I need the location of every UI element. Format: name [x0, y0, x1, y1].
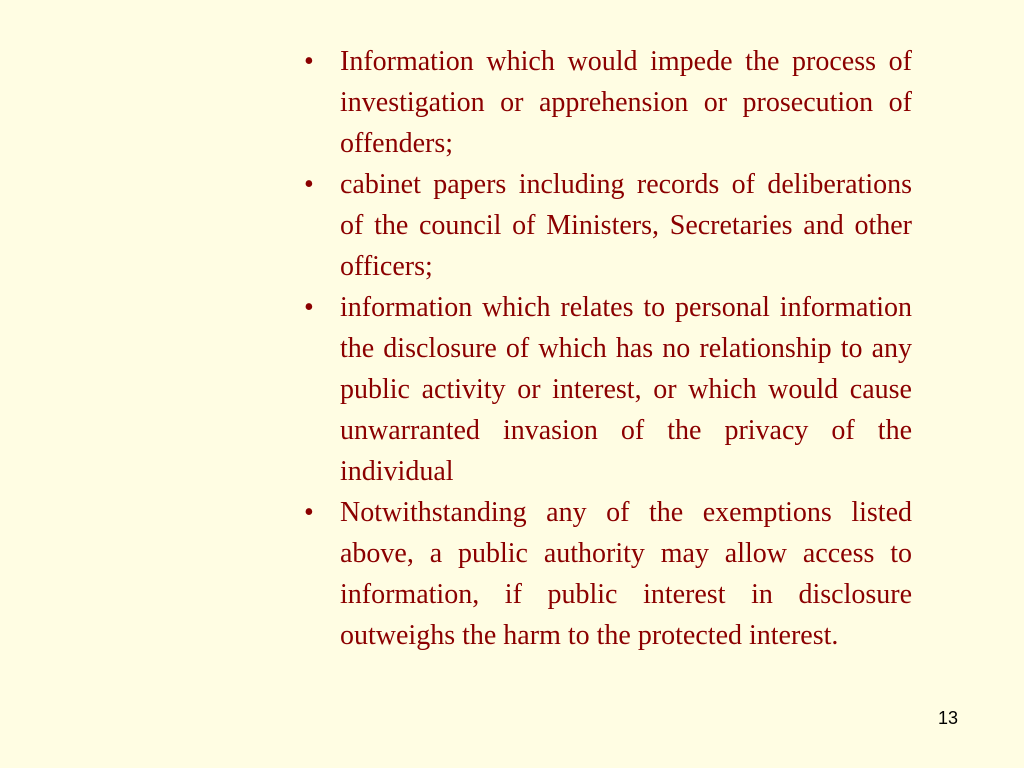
bullet-icon: • — [304, 497, 314, 528]
bullet-text: information which relates to personal information the disclosure of which has no relationship to any public activity or interest, or which would cause unwarranted invasion of the privacy of the individual — [340, 292, 912, 487]
bullet-text: Notwithstanding any of the exemptions listed above, a public authority may allow access to information, if public interest in disclosure outweighs the harm to the protected interest. — [340, 497, 912, 651]
bullet-item-investigation — [300, 41, 912, 164]
page-number: 13 — [938, 708, 959, 728]
bullet-item-cabinet-papers — [300, 164, 912, 287]
bullet-list — [300, 41, 912, 656]
bullet-icon: • — [304, 46, 314, 77]
bullet-item-personal-information — [300, 287, 912, 492]
bullet-icon: • — [304, 169, 314, 200]
bullet-icon: • — [304, 292, 314, 323]
bullet-text: cabinet papers including records of deliberations of the council of Ministers, Secretaries and other officers; — [340, 169, 912, 282]
bullet-item-public-interest — [300, 492, 912, 656]
bullet-text: Information which would impede the process of investigation or apprehension or prosecution of offenders; — [340, 46, 912, 159]
